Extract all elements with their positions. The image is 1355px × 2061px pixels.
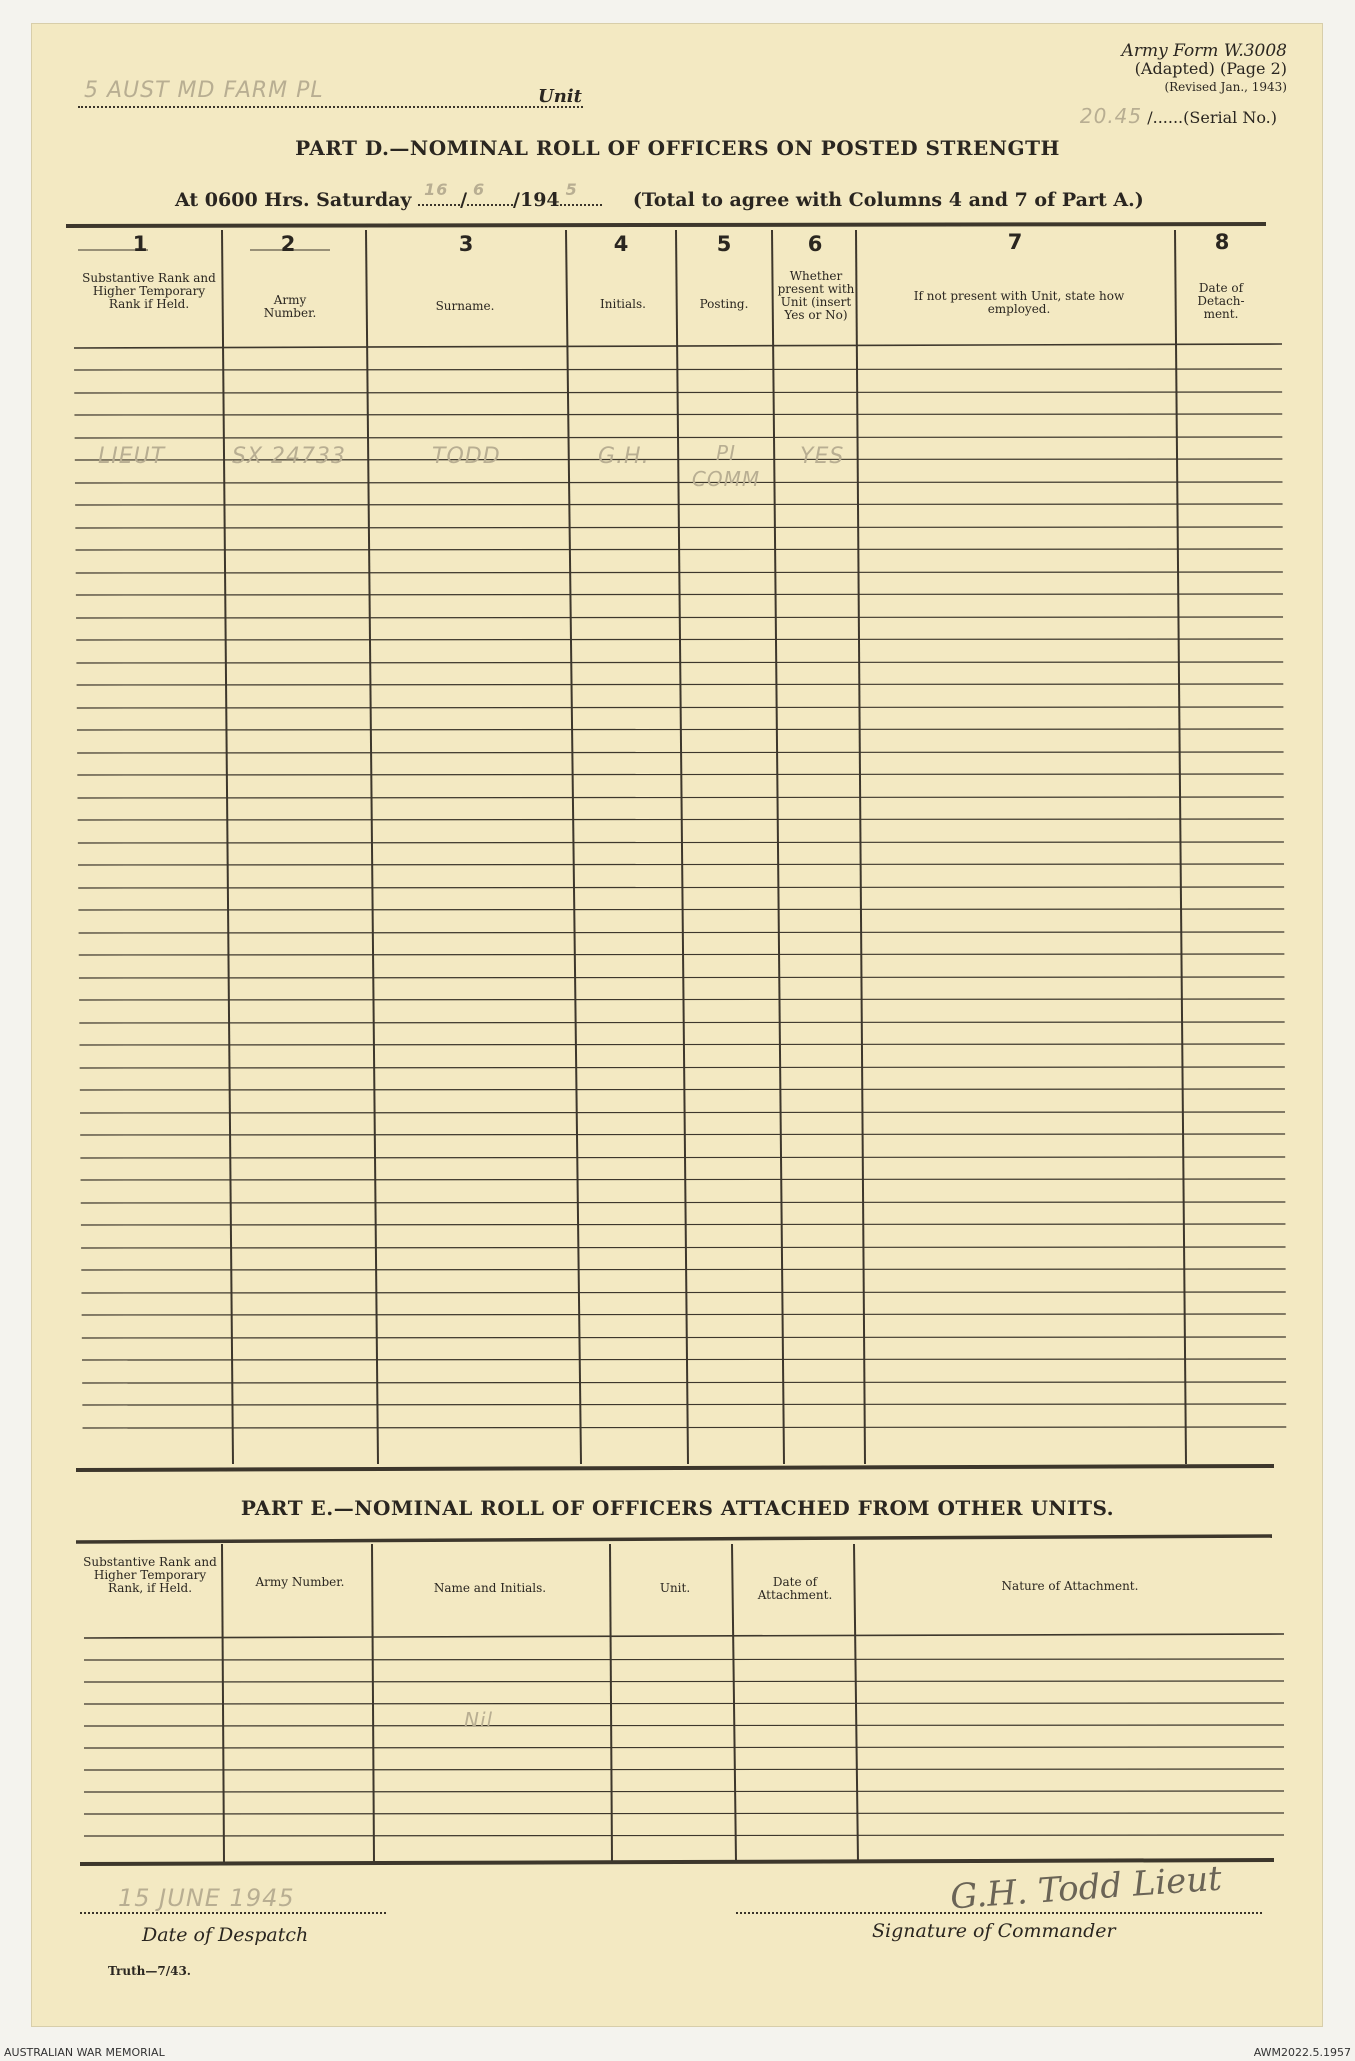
serial-hand: 20.45 <box>1079 104 1143 128</box>
part-d-row-rule <box>79 954 1285 955</box>
e-col-4-header: Unit. <box>659 1581 691 1595</box>
part-d-row-rule <box>79 977 1285 978</box>
part-d-row-rule <box>79 932 1285 933</box>
part-e-row-rule <box>84 1769 1284 1770</box>
part-d-row-rule <box>76 549 1283 550</box>
part-e-top-rule <box>76 1536 1272 1542</box>
form-revised: (Revised Jan., 1943) <box>1164 80 1287 94</box>
part-d-row-rule <box>76 617 1283 618</box>
year-hand: 5 <box>565 180 578 199</box>
year-prefix: /194 <box>513 189 560 211</box>
part-d-column-divider <box>772 230 784 1464</box>
part-d-row-rule <box>81 1202 1286 1203</box>
part-d-row-rule <box>80 1067 1285 1068</box>
unit-hand: 5 AUST MD FARM PL <box>84 78 324 103</box>
at-prefix: At 0600 Hrs. Saturday <box>175 189 412 211</box>
part-d-row-rule <box>78 842 1284 843</box>
part-d-row-rule <box>79 999 1284 1000</box>
commander-signature: G.H. Todd Lieut <box>948 1858 1224 1918</box>
part-d-bottom-rule <box>76 1466 1274 1470</box>
part-e-row-rule <box>84 1703 1284 1704</box>
col-2-number: 2 <box>280 232 296 256</box>
col-4-number: 4 <box>613 232 629 256</box>
part-d-row-rule <box>75 482 1283 483</box>
despatch-label: Date of Despatch <box>142 1924 309 1946</box>
day-hand: 16 <box>424 180 449 199</box>
part-d-row-rule <box>77 684 1284 685</box>
col-6-number: 6 <box>807 232 823 256</box>
part-e-row-rule <box>84 1681 1284 1682</box>
month-hand: 6 <box>473 180 486 199</box>
part-d-row-rule <box>78 864 1284 865</box>
part-d-row-rule <box>76 662 1283 663</box>
unit-label: Unit <box>538 86 582 107</box>
archive-credit: AUSTRALIAN WAR MEMORIAL <box>4 2046 165 2059</box>
col-7-header: If not present with Unit, state how employed. <box>913 289 1125 316</box>
part-d-row-rule <box>81 1247 1285 1248</box>
col-3-number: 3 <box>458 232 474 256</box>
e-col-6-header: Nature of Attachment. <box>1001 1579 1139 1593</box>
col-7-number: 7 <box>1007 230 1023 254</box>
part-e-entry: Nil <box>464 1708 494 1732</box>
part-d-row-rule <box>81 1292 1285 1293</box>
entry-surname: TODD <box>432 444 501 469</box>
part-d-row-rule <box>79 1044 1284 1045</box>
part-d-row-rule <box>83 1427 1287 1428</box>
part-e-title: PART E.—NOMINAL ROLL OF OFFICERS ATTACHED FROM OTHER UNITS. <box>240 1496 1115 1520</box>
part-d-row-rule <box>82 1382 1286 1383</box>
col-5-number: 5 <box>716 232 732 256</box>
part-d-row-rule <box>76 572 1283 573</box>
printer-mark: Truth—7/43. <box>108 1964 191 1978</box>
part-d-row-rule <box>75 504 1282 505</box>
part-d-row-rule <box>81 1179 1286 1180</box>
part-e-row-rule <box>84 1747 1284 1748</box>
part-d-row-rule <box>76 594 1283 595</box>
entry-present: YES <box>800 444 845 469</box>
part-d-row-rule <box>76 639 1283 640</box>
part-d-column-divider <box>1175 230 1186 1464</box>
part-d-row-rule <box>82 1359 1286 1360</box>
signature-label: Signature of Commander <box>872 1920 1116 1942</box>
col-5-header: Posting. <box>699 297 749 311</box>
e-col-1-header: Substantive Rank and Higher Temporary Rank, if Held. <box>83 1555 217 1595</box>
col-6-header: Whether present with Unit (insert Yes or No) <box>777 269 855 322</box>
total-note: (Total to agree with Columns 4 and 7 of Part A.) <box>632 189 1144 211</box>
serial-label: /......(Serial No.) <box>1147 108 1277 127</box>
entry-initials: G.H. <box>598 444 650 469</box>
part-e-bottom-rule <box>80 1860 1274 1864</box>
col-1-header: Substantive Rank and Higher Temporary Rank if Held. <box>82 271 216 311</box>
part-e-row-rule <box>84 1725 1284 1726</box>
part-e-row-rule <box>84 1835 1284 1836</box>
e-col-5-header: Date of Attachment. <box>757 1575 833 1602</box>
despatch-date-hand: 15 JUNE 1945 <box>118 1884 295 1912</box>
part-d-row-rule <box>82 1314 1286 1315</box>
part-d-row-rule <box>74 392 1282 393</box>
part-d-row-rule <box>80 1089 1285 1090</box>
part-d-row-rule <box>77 729 1284 730</box>
despatch-dotted-line <box>80 1912 386 1914</box>
part-e-header-rule <box>84 1634 1284 1638</box>
part-d-row-rule <box>75 437 1283 438</box>
col-4-header: Initials. <box>600 297 646 311</box>
part-d-row-rule <box>78 819 1284 820</box>
part-d-top-rule <box>66 224 1266 226</box>
part-d-row-rule <box>74 369 1282 370</box>
e-col-3-header: Name and Initials. <box>433 1581 547 1595</box>
part-d-title: PART D.—NOMINAL ROLL OF OFFICERS ON POSTED STRENGTH <box>295 136 1060 160</box>
part-d-row-rule <box>77 774 1283 775</box>
date-line: At 0600 Hrs. Saturday 16 / 6 /194 5 (Total to agree with Columns 4 and 7 of Part A.) <box>175 180 1144 211</box>
e-col-2-header: Army Number. <box>255 1575 345 1589</box>
part-d-column-divider <box>856 230 865 1464</box>
col-8-number: 8 <box>1214 230 1230 254</box>
col-2-header: Army Number. <box>263 293 317 320</box>
part-d-row-rule <box>81 1224 1286 1225</box>
col-1-number: 1 <box>132 232 148 256</box>
part-d-row-rule <box>80 1157 1285 1158</box>
part-d-row-rule <box>77 752 1283 753</box>
entry-army-number: SX 24733 <box>232 444 347 469</box>
form-adapted: (Adapted) (Page 2) <box>1134 59 1287 78</box>
part-d-row-rule <box>78 887 1284 888</box>
archive-ref: AWM2022.5.1957 <box>1253 2046 1351 2059</box>
part-d-row-rule <box>78 909 1284 910</box>
col-8-header: Date of Detach-ment. <box>1197 281 1245 321</box>
part-d-row-rule <box>80 1112 1285 1113</box>
part-d-row-rule <box>80 1134 1285 1135</box>
form-number: Army Form W.3008 <box>1121 41 1287 61</box>
part-d-row-rule <box>74 414 1282 415</box>
col-3-header: Surname. <box>435 299 495 313</box>
part-d-row-rule <box>82 1404 1286 1405</box>
entry-rank: LIEUT <box>98 444 166 469</box>
part-e-row-rule <box>84 1813 1284 1814</box>
part-e-row-rule <box>84 1791 1284 1792</box>
part-e-row-rule <box>84 1659 1284 1660</box>
part-d-row-rule <box>78 797 1284 798</box>
part-d-row-rule <box>77 707 1284 708</box>
part-d-row-rule <box>79 1022 1284 1023</box>
part-d-row-rule <box>75 527 1282 528</box>
entry-posting: PI COMM <box>691 441 761 491</box>
part-d-row-rule <box>81 1269 1285 1270</box>
part-d-row-rule <box>82 1337 1286 1338</box>
